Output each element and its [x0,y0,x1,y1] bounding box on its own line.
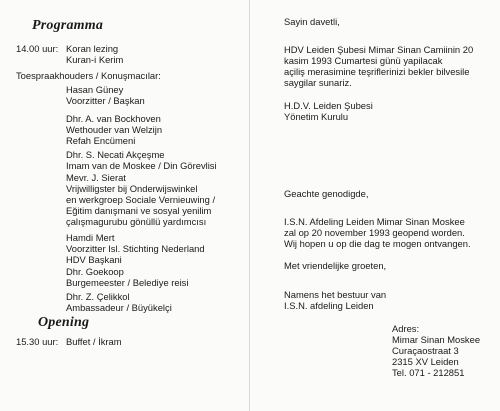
address-block: Adres: Mimar Sinan Moskee Curaçaostraat 3 2315 XV Leiden Tel. 071 - 212851 [392,323,481,378]
opening-text: Buffet / İkram [66,336,122,347]
speaker-entry: Dhr. A. van Bockhoven Wethouder van Welzijn Refah Encümeni [66,113,163,146]
programma-heading: Programma [32,18,104,33]
program-time: 14.00 uur: [16,43,59,54]
speaker-entry: Dhr. S. Necati Akçeşme Imam van de Moskee / Din Görevlisi [66,149,217,171]
program-item: Koran lezing Kuran-i Kerim [66,43,124,65]
turkish-greeting: Sayin davetli, [284,16,340,27]
dutch-closing: Met vriendelijke groeten, [284,260,387,271]
speaker-entry: Hasan Güney Voorzitter / Başkan [66,84,145,106]
opening-heading: Opening [38,315,90,330]
dutch-greeting: Geachte genodigde, [284,188,369,199]
dutch-body: I.S.N. Afdeling Leiden Mimar Sinan Moskee zal op 20 november 1993 geopend worden. Wij hopen u op die dag te mogen ontvangen. [284,216,471,249]
card-fold [249,0,250,411]
dutch-signature: Namens het bestuur van I.S.N. afdeling Leiden [284,289,387,311]
opening-time: 15.30 uur: [16,336,59,347]
turkish-signature: H.D.V. Leiden Şubesi Yönetim Kurulu [284,100,373,122]
turkish-body: HDV Leiden Şubesi Mimar Sinan Camiinin 20 kasim 1993 Cumartesi günü yapilacak açiliş merasimine teşriflerinizi bekler bilvesile saygilar sunariz. [284,44,474,88]
speaker-entry: Dhr. Z. Çelikkol Ambassadeur / Büyükelçi [66,291,172,313]
speaker-entry: Dhr. Goekoop Burgemeester / Belediye reisi [66,266,189,288]
speaker-entry: Mevr. J. Sierat Vrijwilligster bij Onderwijswinkel en werkgroep Sociale Vernieuwing / Eğitim danışmani ve sosyal yenilim çalışmagurubu gönüllü yardımcısı [66,172,216,227]
speakers-heading: Toespraakhouders / Konuşmacılar: [16,70,161,81]
speaker-entry: Hamdi Mert Voorzitter Isl. Stichting Nederland HDV Başkani [66,232,205,265]
